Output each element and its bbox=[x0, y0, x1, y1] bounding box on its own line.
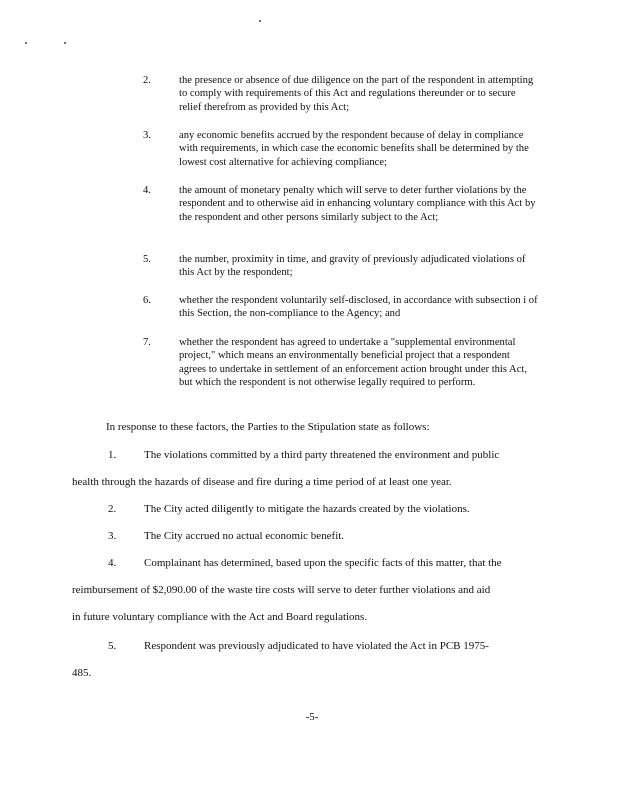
scan-speck bbox=[64, 42, 66, 44]
list-item-number: 5. bbox=[143, 254, 151, 265]
response-number: 1. bbox=[108, 449, 117, 461]
page-number: -5- bbox=[305, 711, 319, 723]
scan-speck bbox=[259, 20, 261, 22]
list-item-text: the number, proximity in time, and gravity of previously adjudicated violations of this Act by the respondent; bbox=[179, 254, 526, 279]
response-text: Complainant has determined, based upon the specific facts of this matter, that the bbox=[144, 557, 502, 569]
list-item-text: the amount of monetary penalty which will serve to deter further violations by the respondent and to otherwise aid in enhancing voluntary compliance with this Act by the respondent and other persons similarly subject to the Act; bbox=[179, 185, 536, 223]
list-item-number: 4. bbox=[143, 185, 151, 196]
list-item-text: whether the respondent has agreed to undertake a "supplemental environmental project," which means an environmentally beneficial project that a respondent agrees to undertake in settlement of an enforcement action brought under this Act, but which the respondent is not otherwise legally required to perform. bbox=[179, 337, 528, 388]
list-item-number: 6. bbox=[143, 295, 151, 306]
list-item-number: 3. bbox=[143, 130, 151, 141]
intro-paragraph: In response to these factors, the Parties to the Stipulation state as follows: bbox=[106, 421, 430, 433]
list-item-number: 2. bbox=[143, 75, 151, 86]
list-item-text: whether the respondent voluntarily self-disclosed, in accordance with subsection i of this Section, the non-compliance to the Agency; and bbox=[179, 295, 538, 320]
response-text: health through the hazards of disease and fire during a time period of at least one year. bbox=[72, 476, 452, 488]
scan-speck bbox=[25, 42, 27, 44]
list-item-text: any economic benefits accrued by the respondent because of delay in compliance with requirements, in which case the economic benefits shall be determined by the lowest cost alternative for achieving compliance; bbox=[179, 130, 529, 168]
response-text: The City accrued no actual economic benefit. bbox=[144, 530, 345, 542]
response-text: The City acted diligently to mitigate the hazards created by the violations. bbox=[144, 503, 470, 515]
response-number: 5. bbox=[108, 640, 117, 652]
response-text: in future voluntary compliance with the Act and Board regulations. bbox=[72, 611, 368, 623]
response-text: The violations committed by a third party threatened the environment and public bbox=[144, 449, 500, 461]
list-item-number: 7. bbox=[143, 337, 151, 348]
response-number: 4. bbox=[108, 557, 117, 569]
response-number: 3. bbox=[108, 530, 117, 542]
response-text: Respondent was previously adjudicated to have violated the Act in PCB 1975- bbox=[144, 640, 489, 652]
response-number: 2. bbox=[108, 503, 117, 515]
response-text: 485. bbox=[72, 667, 92, 679]
list-item-text: the presence or absence of due diligence on the part of the respondent in attempting to comply with requirements of this Act and regulations thereunder or to secure relief therefrom as provided by this Act; bbox=[179, 75, 534, 113]
response-text: reimbursement of $2,090.00 of the waste tire costs will serve to deter further violations and aid bbox=[72, 584, 491, 596]
